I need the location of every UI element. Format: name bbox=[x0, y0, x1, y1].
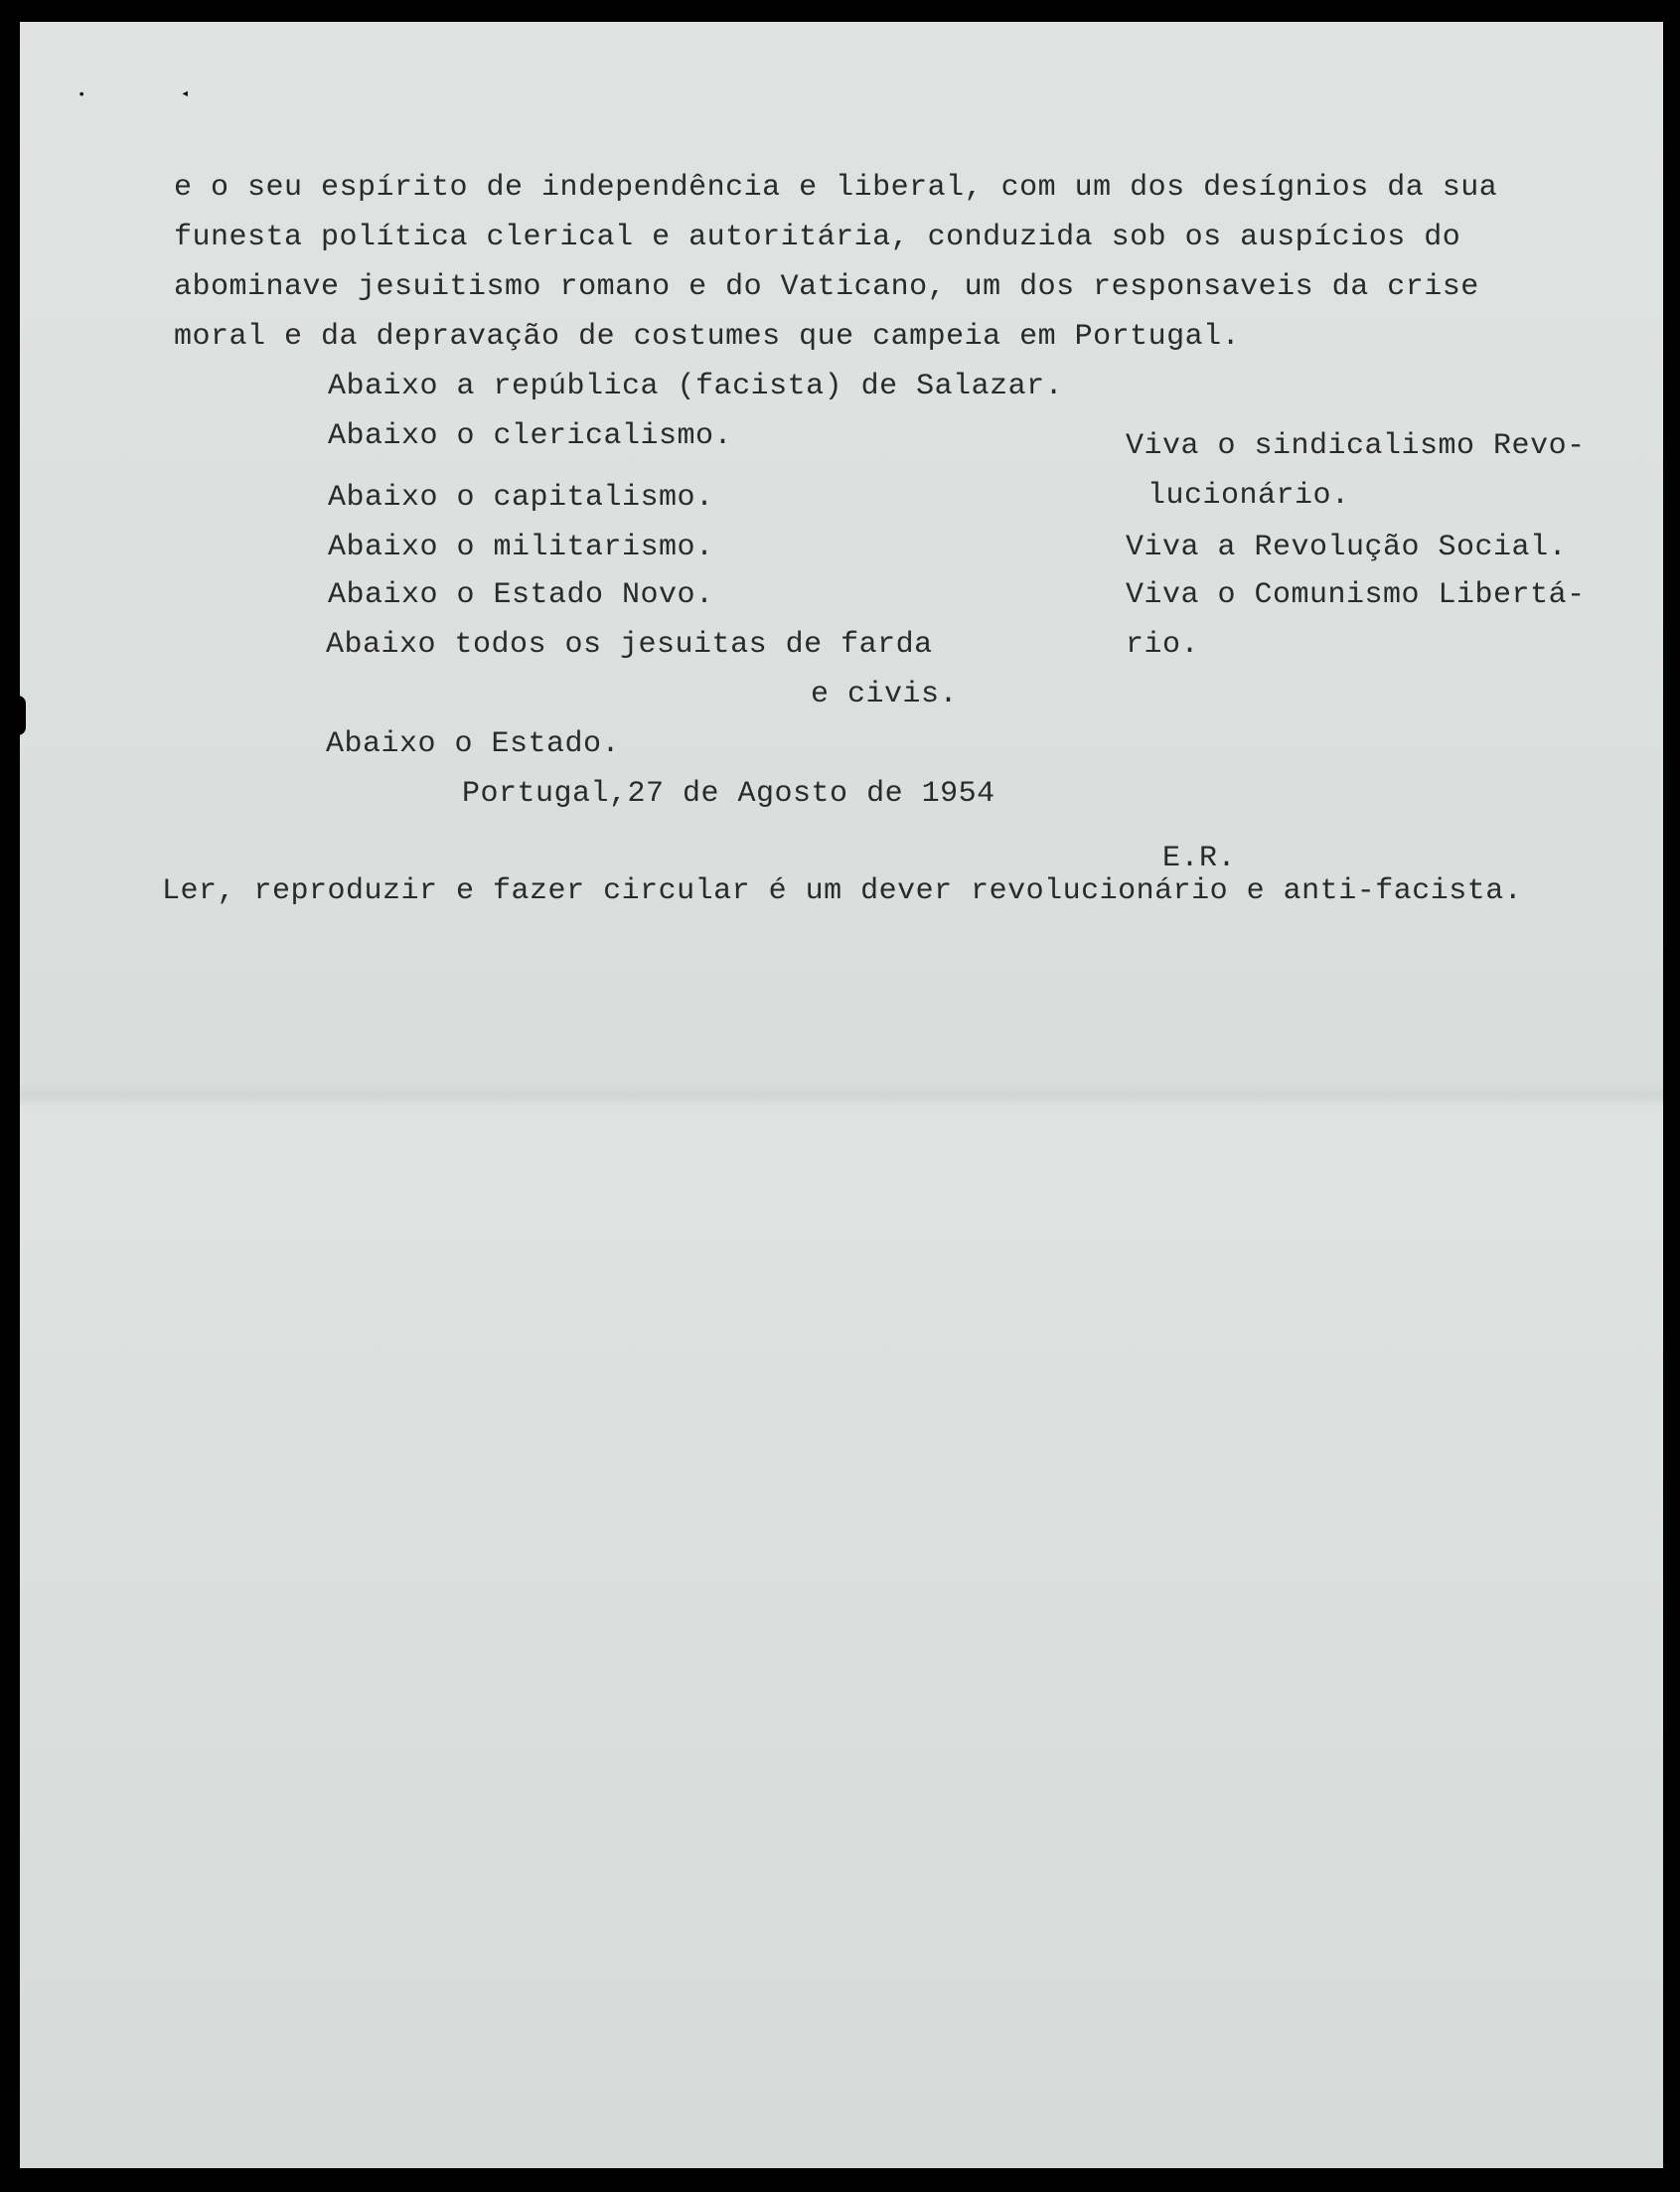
punch-mark: • bbox=[77, 87, 86, 103]
abaixo-slogan: Abaixo todos os jesuitas de farda bbox=[326, 628, 933, 662]
paragraph-line: e o seu espírito de independência e liberal, com um dos desígnios da sua bbox=[174, 171, 1498, 205]
abaixo-slogan: Abaixo o clericalismo. bbox=[328, 419, 733, 453]
paragraph-line: funesta política clerical e autoritária, conduzida sob os auspícios do bbox=[174, 221, 1461, 254]
viva-slogan: Viva o Comunismo Libertá- bbox=[1126, 578, 1586, 612]
paragraph-line: moral e da depravação de costumes que campeia em Portugal. bbox=[174, 320, 1241, 354]
abaixo-slogan: Abaixo o Estado Novo. bbox=[328, 578, 714, 612]
document-page bbox=[20, 22, 1663, 2168]
abaixo-slogan: Abaixo a república (facista) de Salazar. bbox=[328, 370, 1064, 403]
viva-slogan-continuation: lucionário. bbox=[1147, 479, 1350, 513]
signature: E.R. bbox=[1162, 842, 1237, 875]
viva-slogan: Viva a Revolução Social. bbox=[1126, 531, 1568, 564]
paragraph-line: abominave jesuitismo romano e do Vaticano, um dos responsaveis da crise bbox=[174, 270, 1479, 304]
abaixo-slogan: Abaixo o militarismo. bbox=[328, 531, 714, 564]
footer-line: Ler, reproduzir e fazer circular é um dever revolucionário e anti-facista. bbox=[162, 874, 1523, 908]
date-line: Portugal,27 de Agosto de 1954 bbox=[462, 777, 995, 811]
paper-edge-tear bbox=[12, 696, 26, 735]
abaixo-slogan: Abaixo o Estado. bbox=[326, 727, 621, 761]
punch-mark: ◂ bbox=[181, 86, 190, 102]
viva-slogan-continuation: rio. bbox=[1126, 628, 1200, 662]
viva-slogan: Viva o sindicalismo Revo- bbox=[1126, 429, 1586, 463]
abaixo-slogan-continuation: e civis. bbox=[811, 678, 959, 711]
abaixo-slogan: Abaixo o capitalismo. bbox=[328, 481, 714, 515]
